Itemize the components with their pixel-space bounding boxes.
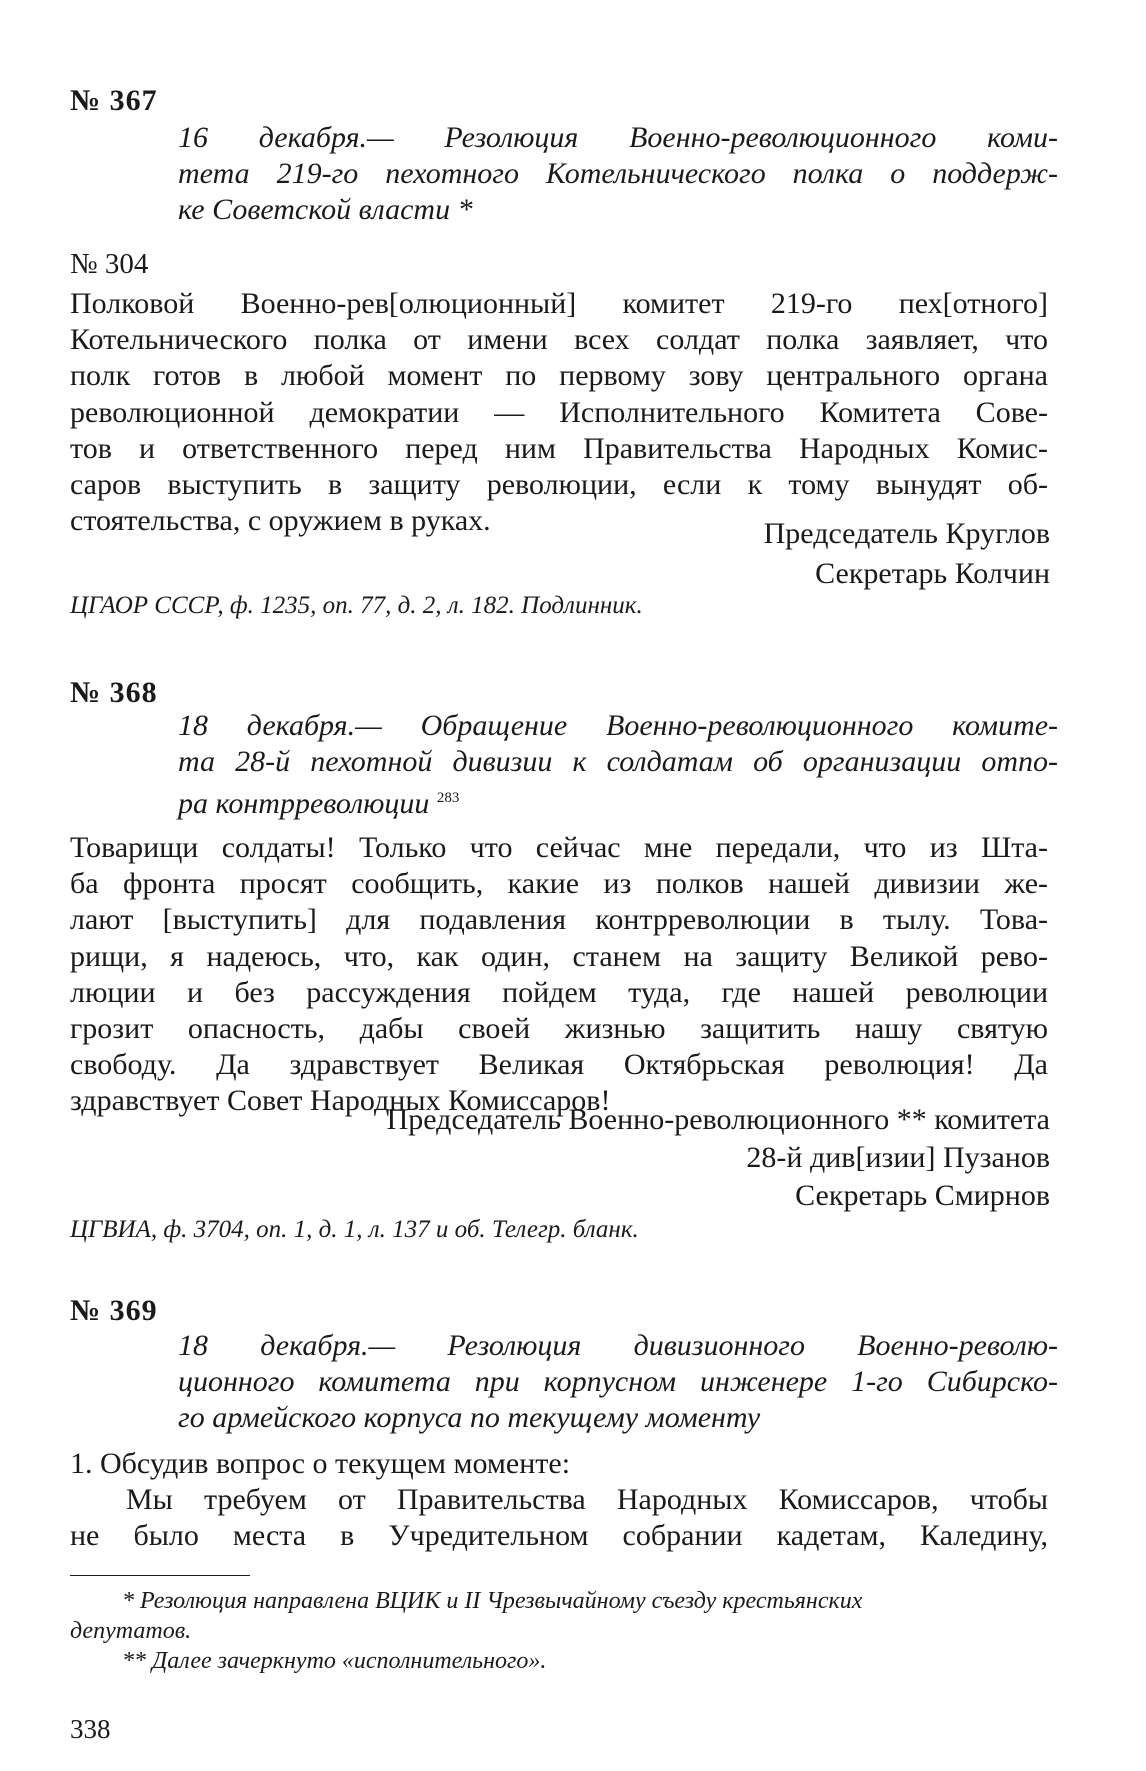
body-line: тов и ответственного перед ним Правительства Народных Комис- xyxy=(70,431,1048,465)
doc-369-title xyxy=(178,1328,1058,1436)
title-line: 18 декабря.— Обращение Военно-революционного комите- xyxy=(178,709,1058,742)
title-line: го армейского корпуса по текущему моменту xyxy=(178,1401,761,1434)
footnote-ref-283: 283 xyxy=(436,790,460,806)
title-line-text: ра контрреволюции xyxy=(178,787,430,820)
doc-number-369: № 369 xyxy=(70,1294,158,1327)
page-number: 338 xyxy=(70,1714,111,1744)
footnote: депутатов. xyxy=(70,1618,192,1644)
title-line: тета 219-го пехотного Котельнического полка о поддерж- xyxy=(178,157,1058,190)
title-line xyxy=(178,780,1058,822)
body-line: полк готов в любой момент по первому зову центрального органа xyxy=(70,359,1048,393)
body-line: грозит опасность, дабы своей жизнью защитить нашу святую xyxy=(70,1012,1048,1046)
doc-367-body xyxy=(70,286,1048,539)
doc-367-signature: Председатель Круглов xyxy=(763,517,1050,550)
footnote-divider xyxy=(70,1575,250,1576)
doc-number-368: № 368 xyxy=(70,676,158,709)
body-line: рищи, я надеюсь, что, как один, станем на защиту Великой рево- xyxy=(70,939,1048,973)
body-line: саров выступить в защиту революции, если к тому вынудят об- xyxy=(70,468,1048,502)
doc-368-body xyxy=(70,830,1048,1120)
title-line: ционного комитета при корпусном инженере 1-го Сибирско- xyxy=(178,1365,1058,1398)
title-line: та 28-й пехотной дивизии к солдатам об организации отпо- xyxy=(178,745,1058,778)
body-line: лают [выступить] для подавления контрреволюции в тылу. Това- xyxy=(70,903,1048,937)
doc-369-body xyxy=(70,1446,1048,1555)
doc-367-inner-number: № 304 xyxy=(70,248,149,280)
body-line: свободу. Да здравствует Великая Октябрьская революция! Да xyxy=(70,1048,1048,1082)
doc-368-title xyxy=(178,708,1058,822)
doc-number-367: № 367 xyxy=(70,84,158,117)
footnote: * Резолюция направлена ВЦИК и II Чрезвычайному съезду крестьянских xyxy=(122,1588,863,1614)
footnotes xyxy=(70,1586,1048,1676)
body-line: Товарищи солдаты! Только что сейчас мне передали, что из Шта- xyxy=(70,831,1048,864)
doc-368-signature: Председатель Военно-революционного ** комитета xyxy=(386,1103,1050,1136)
doc-368-source: ЦГВИА, ф. 3704, оп. 1, д. 1, л. 137 и об. Телегр. бланк. xyxy=(70,1216,639,1243)
body-line: не было места в Учредительном собрании кадетам, Каледину, xyxy=(70,1519,1048,1553)
body-line: Мы требуем от Правительства Народных Комиссаров, чтобы xyxy=(126,1483,1048,1517)
body-line: ба фронта просят сообщить, какие из полков нашей дивизии же- xyxy=(70,867,1048,901)
doc-368-signature: Секретарь Смирнов xyxy=(795,1179,1050,1212)
footnote: ** Далее зачеркнуто «исполнительного». xyxy=(122,1648,547,1674)
body-line: люции и без рассуждения пойдем туда, где нашей революции xyxy=(70,975,1048,1009)
body-line: здравствует Совет Народных Комиссаров! xyxy=(70,1084,611,1118)
doc-368-signature: 28-й див[изии] Пузанов xyxy=(746,1141,1050,1174)
body-line: Котельнического полка от имени всех солдат полка заявляет, что xyxy=(70,323,1048,357)
body-line: Полковой Военно-рев[олюционный] комитет 219-го пех[отного] xyxy=(70,287,1048,320)
title-line: 16 декабря.— Резолюция Военно-революционного коми- xyxy=(178,121,1058,154)
body-line: 1. Обсудив вопрос о текущем моменте: xyxy=(70,1447,571,1480)
body-line: стоятельства, с оружием в руках. xyxy=(70,504,491,538)
title-line: 18 декабря.— Резолюция дивизионного Военно-револю- xyxy=(178,1329,1058,1362)
body-line: революционной демократии — Исполнительного Комитета Сове- xyxy=(70,395,1048,429)
doc-367-title xyxy=(178,120,1058,228)
doc-367-signature: Секретарь Колчин xyxy=(815,557,1050,590)
doc-367-source: ЦГАОР СССР, ф. 1235, оп. 77, д. 2, л. 182. Подлинник. xyxy=(70,592,643,619)
title-line: ке Советской власти * xyxy=(178,193,473,226)
